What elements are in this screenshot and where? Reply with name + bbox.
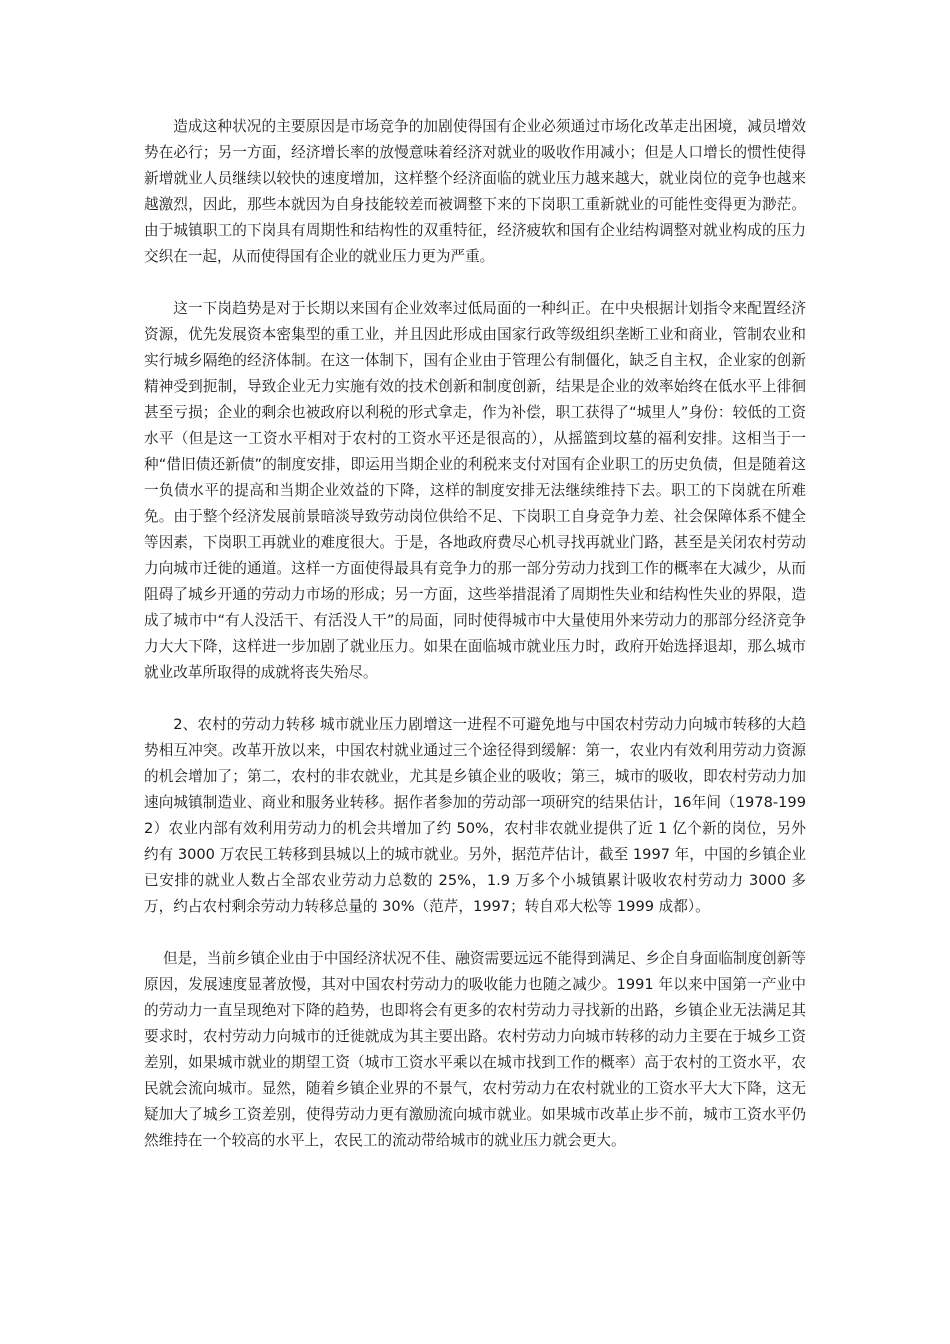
- paragraph-1: 造成这种状况的主要原因是市场竞争的加剧使得国有企业必须通过市场化改革走出困境，减员增效势在必行；另一方面，经济增长率的放慢意味着经济对就业的吸收作用减小；但是人口增长的惯性使得新增就业人员继续以较快的速度增加，这样整个经济面临的就业压力越来越大，就业岗位的竞争也越来越激烈，因此，那些本就因为自身技能较差而被调整下来的下岗职工重新就业的可能性变得更为渺茫。由于城镇职工的下岗具有周期性和结构性的双重特征，经济疲软和国有企业结构调整对就业构成的压力交织在一起，从而使得国有企业的就业压力更为严重。: [144, 118, 806, 265]
- paragraph-4: 但是，当前乡镇企业由于中国经济状况不佳、融资需要远远不能得到满足、乡企自身面临制度创新等原因，发展速度显著放慢，其对中国农村劳动力的吸收能力也随之减少。1991 年以来中国第一产业中的劳动力一直呈现绝对下降的趋势，也即将会有更多的农村劳动力寻找新的出路，乡镇企业无法满足其要求时，农村劳动力向城市的迁徙就成为其主要出路。农村劳动力向城市转移的动力主要在于城乡工资差别，如果城市就业的期望工资（城市工资水平乘以在城市找到工作的概率）高于农村的工资水平，农民就会流向城市。显然，随着乡镇企业界的不景气，农村劳动力在农村就业的工资水平大大下降，这无疑加大了城乡工资差别，使得劳动力更有激励流向城市就业。如果城市改革止步不前，城市工资水平仍然维持在一个较高的水平上，农民工的流动带给城市的就业压力就会更大。: [144, 950, 806, 1149]
- paragraph-2: 这一下岗趋势是对于长期以来国有企业效率过低局面的一种纠正。在中央根据计划指令来配置经济资源，优先发展资本密集型的重工业，并且因此形成由国家行政等级组织垄断工业和商业，管制农业和实行城乡隔绝的经济体制。在这一体制下，国有企业由于管理公有制僵化，缺乏自主权，企业家的创新精神受到扼制，导致企业无力实施有效的技术创新和制度创新，结果是企业的效率始终在低水平上徘徊甚至亏损；企业的剩余也被政府以利税的形式拿走，作为补偿，职工获得了“城里人”身份：较低的工资水平（但是这一工资水平相对于农村的工资水平还是很高的），从摇篮到坟墓的福利安排。这相当于一种“借旧债还新债”的制度安排，即运用当期企业的利税来支付对国有企业职工的历史负债，但是随着这一负债水平的提高和当期企业效益的下降，这样的制度安排无法继续维持下去。职工的下岗就在所难免。由于整个经济发展前景暗淡导致劳动岗位供给不足、下岗职工自身竞争力差、社会保障体系不健全等因素，下岗职工再就业的难度很大。于是，各地政府费尽心机寻找再就业门路，甚至是关闭农村劳动力向城市迁徙的通道。这样一方面使得最具有竞争力的那一部分劳动力找到工作的概率在大减少，从而阻碍了城乡开通的劳动力市场的形成；另一方面，这些举措混淆了周期性失业和结构性失业的界限，造成了城市中“有人没活干、有活没人干”的局面，同时使得城市中大量使用外来劳动力的那部分经济竞争力大大下降，这样进一步加剧了就业压力。如果在面临城市就业压力时，政府开始选择退却，那么城市就业改革所取得的成就将丧失殆尽。: [144, 300, 806, 681]
- paragraph-3: 2、农村的劳动力转移 城市就业压力剧增这一进程不可避免地与中国农村劳动力向城市转移的大趋势相互冲突。改革开放以来，中国农村就业通过三个途径得到缓解：第一，农业内有效利用劳动力资源的机会增加了；第二，农村的非农就业，尤其是乡镇企业的吸收；第三，城市的吸收，即农村劳动力加速向城镇制造业、商业和服务业转移。据作者参加的劳动部一项研究的结果估计，16年间（1978-1992）农业内部有效利用劳动力的机会共增加了约 50%，农村非农就业提供了近 1 亿个新的岗位，另外约有 3000 万农民工转移到县城以上的城市就业。另外，据范芹估计，截至 1997 年，中国的乡镇企业已安排的就业人数占全部农业劳动力总数的 25%，1.9 万多个小城镇累计吸收农村劳动力 3000 多万，约占农村剩余劳动力转移总量的 30%（范芹，1997；转自邓大松等 1999 成都）。: [144, 716, 806, 915]
- document-body: [144, 114, 806, 1154]
